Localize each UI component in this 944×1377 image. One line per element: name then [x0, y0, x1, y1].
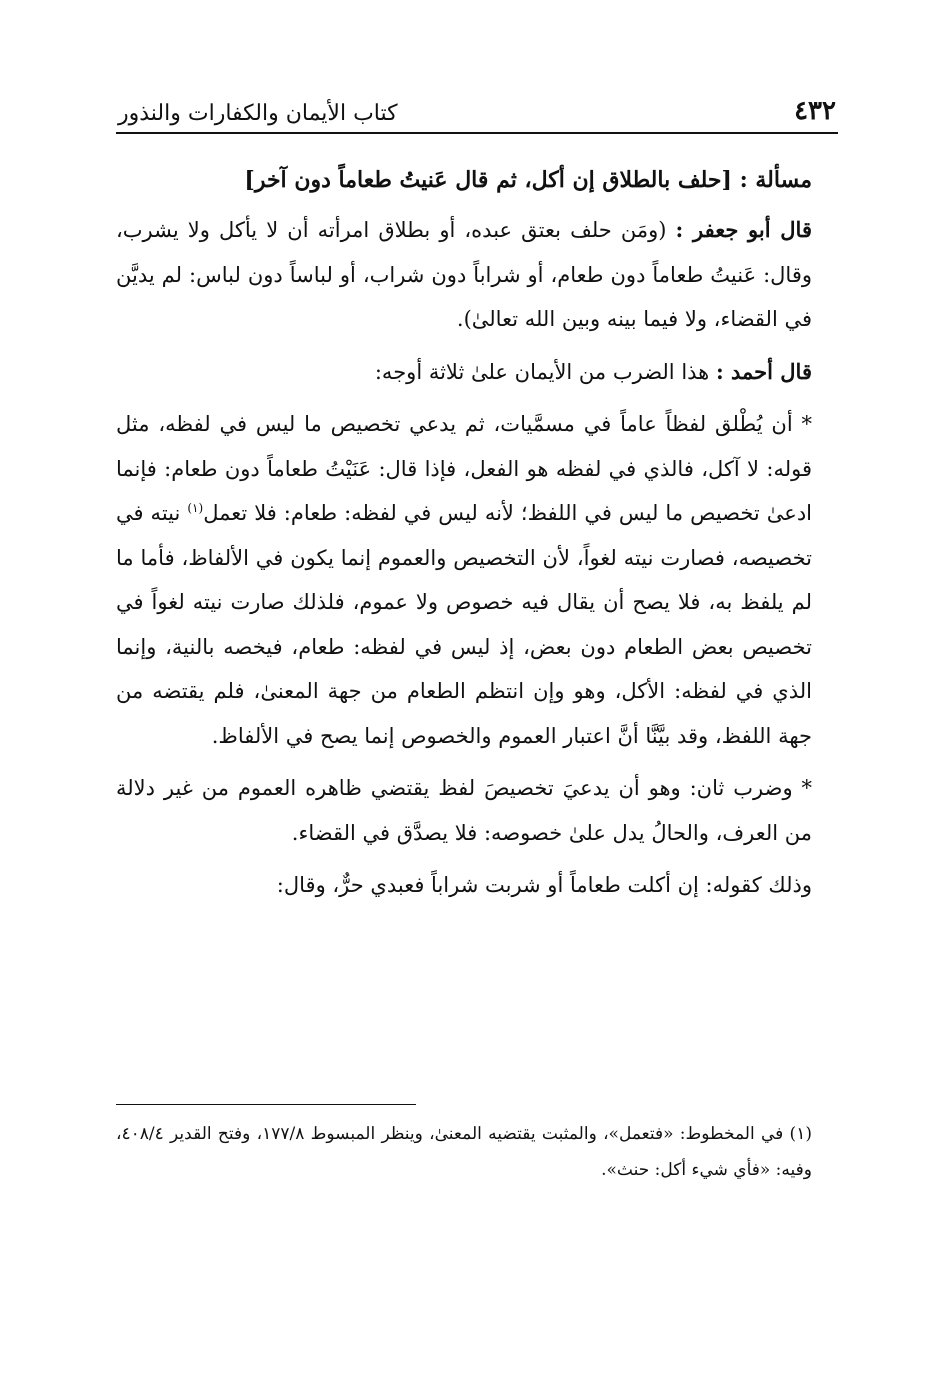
body-paragraph-1	[116, 402, 838, 758]
quote-paragraph	[116, 208, 838, 342]
page-number: ٤٣٢	[794, 96, 836, 126]
page-header	[116, 82, 838, 134]
issue-heading	[116, 158, 838, 202]
quote-speaker: قال أبو جعفر :	[675, 217, 812, 242]
body-text: * أن يُطْلق لفظاً عاماً في مسمَّيات، ثم يدعي تخصيص ما ليس في لفظه، مثل قوله: لا آكل، فالذي في لفظه هو الفعل، فإذا قال: عَنَيْتُ طعاماً دون طعام: فإنما ادعىٰ تخصيص ما ليس في اللفظ؛ لأنه ليس في لفظه: طعام: فلا تعمل	[116, 412, 813, 525]
body-paragraph-2	[116, 766, 838, 855]
commentary-text: هذا الضرب من الأيمان علىٰ ثلاثة أوجه:	[374, 359, 710, 384]
commentary-paragraph	[116, 350, 838, 395]
footnote-reference[interactable]: (١)	[187, 501, 204, 515]
issue-title: [حلف بالطلاق إن أكل، ثم قال عَنيتُ طعاماً دون آخر]	[244, 167, 732, 193]
footnote	[116, 1116, 838, 1188]
body-paragraph-3	[116, 863, 838, 908]
page-content	[116, 82, 838, 1180]
body-text: * وضرب ثان: وهو أن يدعيَ تخصيصَ لفظ يقتضي ظاهره العموم من غير دلالة من العرف، والحالُ يدل علىٰ خصوصه: فلا يصدَّق في القضاء.	[116, 776, 812, 845]
body-text: وذلك كقوله: إن أكلت طعاماً أو شربت شراباً فعبدي حرٌّ، وقال:	[276, 873, 812, 897]
running-title: كتاب الأيمان والكفارات والنذور	[118, 101, 398, 126]
quote-text: (ومَن حلف بعتق عبده، أو بطلاق امرأته أن لا يأكل ولا يشرب، وقال: عَنيتُ طعاماً دون طعام، أو شراباً دون شراب، أو لباساً دون لباس: لم يديَّن في القضاء، ولا فيما بينه وبين الله تعالىٰ).	[116, 218, 812, 331]
footnote-divider	[116, 1104, 416, 1105]
commentary-speaker: قال أحمد :	[715, 358, 812, 384]
footnote-text: (١) في المخطوط: «فتعمل»، والمثبت يقتضيه المعنىٰ، وينظر المبسوط ١٧٧/٨، وفتح القدير ٤٠٨/٤، وفيه: «فأي شيء أكل: حنث».	[116, 1124, 812, 1180]
issue-label: مسألة :	[739, 167, 812, 193]
body-text: نيته في تخصيصه، فصارت نيته لغواً، لأن التخصيص والعموم إنما يكون في الألفاظ، فأما ما لم يلفظ به، فلا يصح أن يقال فيه خصوص ولا عموم، فلذلك صارت نيته لغواً في تخصيص بعض الطعام دون بعض، إذ ليس في لفظه: طعام، فيخصه بالنية، وإنما الذي في لفظه: الأكل، وهو وإن انتظم الطعام من جهة المعنىٰ، فلم يقتضه من جهة اللفظ، وقد بيَّنَّا أنَّ اعتبار العموم والخصوص إنما يصح في الألفاظ.	[116, 501, 812, 748]
